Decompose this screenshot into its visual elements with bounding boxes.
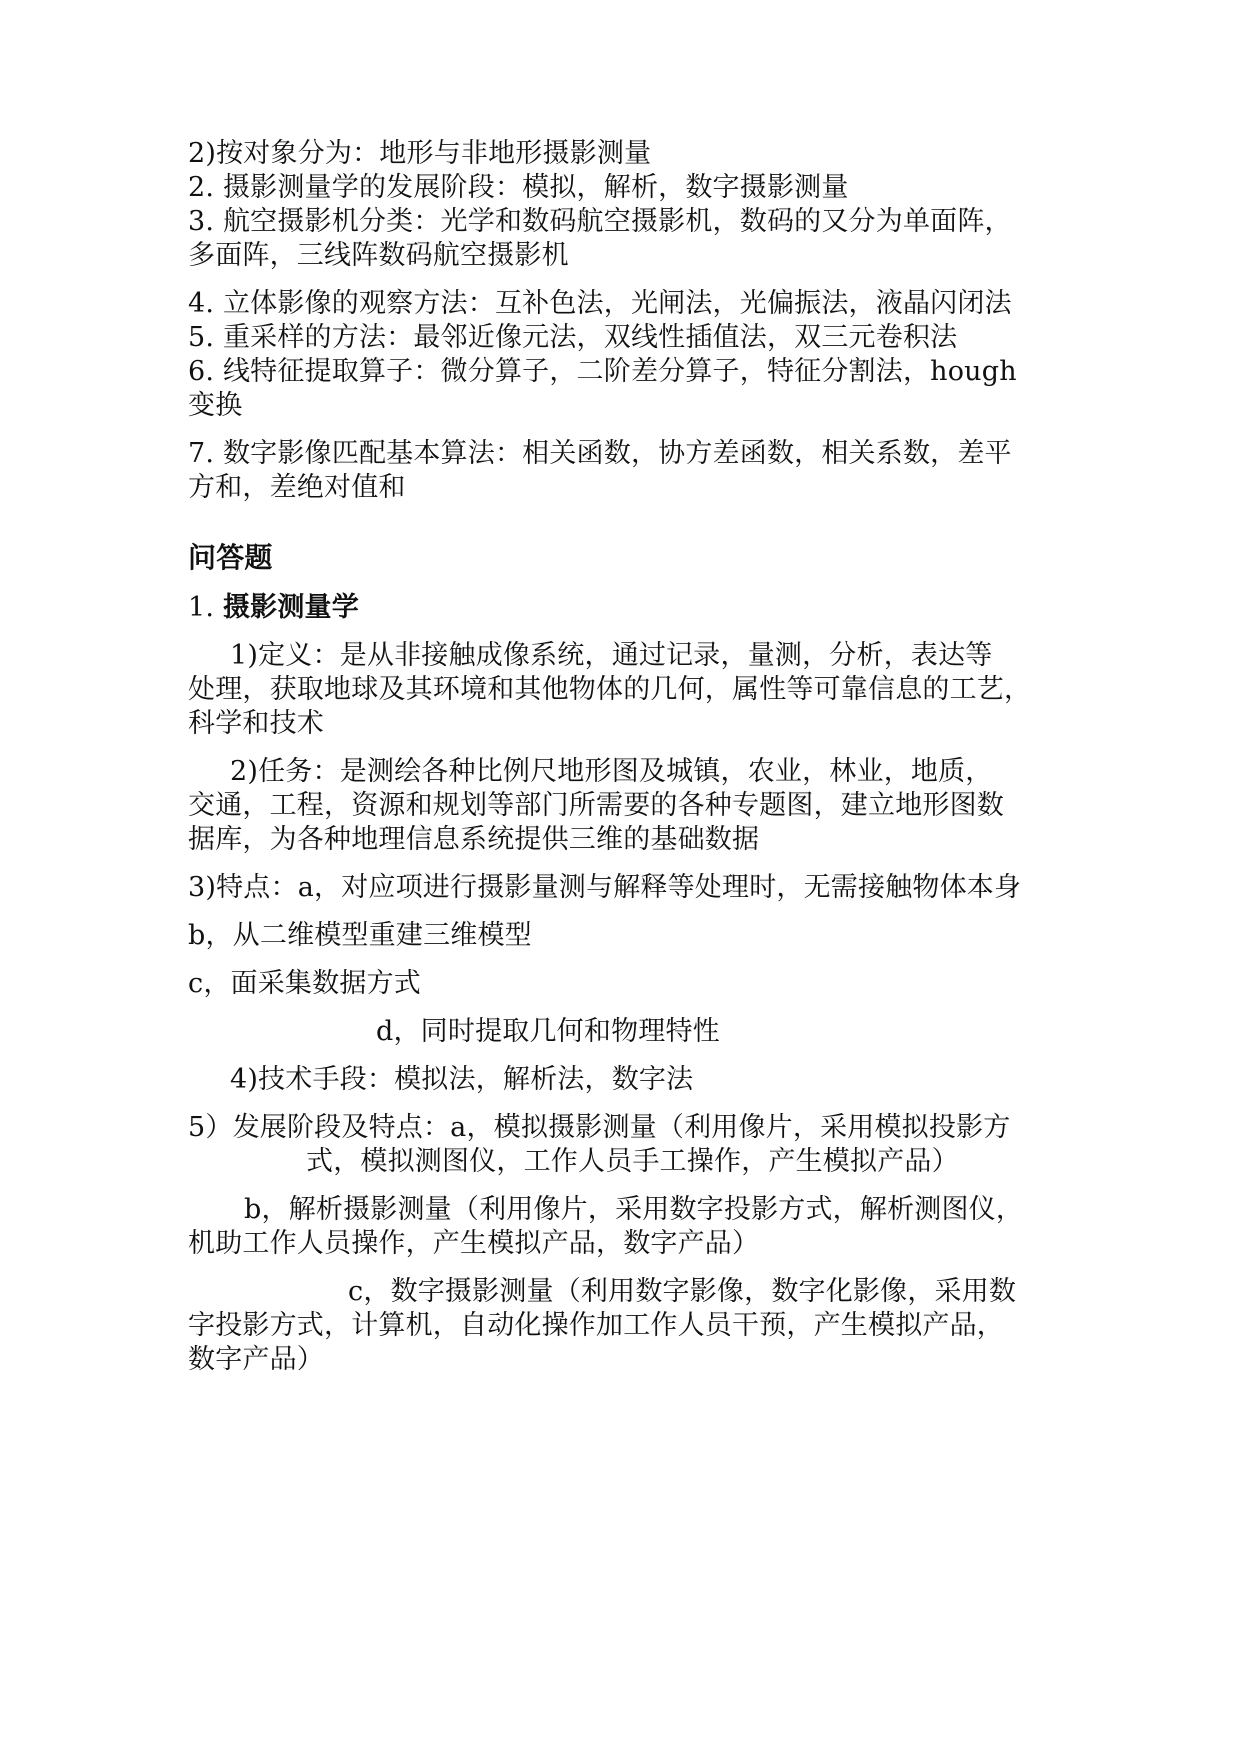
text-line: 2)任务：是测绘各种比例尺地形图及城镇，农业，林业，地质， [230,756,993,787]
text-line: 4. 立体影像的观察方法：互补色法，光闸法，光偏振法，液晶闪闭法 [188,288,1012,319]
text-line: 2)按对象分为：地形与非地形摄影测量 [188,138,652,169]
subsection-title: 摄影测量学 [222,592,359,623]
text-line: 据库，为各种地理信息系统提供三维的基础数据 [188,824,760,855]
text-line: 5. 重采样的方法：最邻近像元法，双线性插值法，双三元卷积法 [188,322,958,353]
text-line: 5）发展阶段及特点：a，模拟摄影测量（利用像片，采用模拟投影方 [188,1112,1011,1143]
text-line: c，面采集数据方式 [188,968,421,999]
text-line: 数字产品） [188,1344,324,1375]
text-line: 6. 线特征提取算子：微分算子，二阶差分算子，特征分割法，hough [188,356,1017,387]
text-line: 变换 [188,390,243,421]
text-line: 7. 数字影像匹配基本算法：相关函数，协方差函数，相关系数，差平 [188,438,1012,469]
text-line: 1)定义：是从非接触成像系统，通过记录，量测，分析，表达等 [230,640,993,671]
text-line: 3. 航空摄影机分类：光学和数码航空摄影机，数码的又分为单面阵， [188,206,1012,237]
text-line: c，数字摄影测量（利用数字影像，数字化影像，采用数 [348,1276,1017,1307]
subsection-heading [188,590,359,626]
text-line: 3)特点：a，对应项进行摄影量测与解释等处理时，无需接触物体本身 [188,872,1022,903]
text-line: 4)技术手段：模拟法，解析法，数字法 [230,1064,694,1095]
text-line: b，从二维模型重建三维模型 [188,920,532,951]
text-line: 处理，获取地球及其环境和其他物体的几何，属性等可靠信息的工艺， [188,674,1032,705]
text-line: 科学和技术 [188,708,324,739]
text-line: 方和，差绝对值和 [188,472,406,503]
subsection-number: 1. [188,592,223,623]
text-line: 多面阵，三线阵数码航空摄影机 [188,240,569,271]
text-line: 交通，工程，资源和规划等部门所需要的各种专题图，建立地形图数 [188,790,1004,821]
section-heading: 问答题 [188,541,273,574]
text-line: 机助工作人员操作，产生模拟产品，数字产品） [188,1228,760,1259]
text-line: 式，模拟测图仪，工作人员手工操作，产生模拟产品） [306,1146,959,1177]
text-line: b，解析摄影测量（利用像片，采用数字投影方式，解析测图仪， [244,1194,1024,1225]
text-line: d，同时提取几何和物理特性 [376,1016,720,1047]
text-line: 2. 摄影测量学的发展阶段：模拟，解析，数字摄影测量 [188,172,849,203]
text-line: 字投影方式，计算机，自动化操作加工作人员干预，产生模拟产品， [188,1310,1004,1341]
